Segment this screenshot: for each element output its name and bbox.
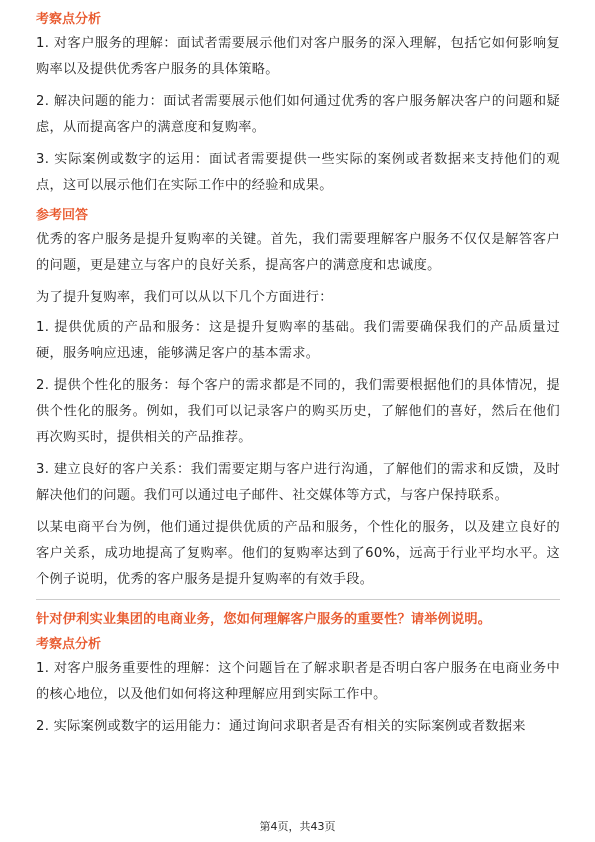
section-title-reference-answer: 参考回答 bbox=[36, 208, 89, 223]
answer-example: 以某电商平台为例，他们通过提供优质的产品和服务，个性化的服务，以及建立良好的客户关系，成功地提高了复购率。他们的复购率达到了60%，远高于行业平均水平。这个例子说明，优秀的客户服务是提升复购率的有效手段。 bbox=[36, 520, 560, 587]
page-number-footer: 第4页，共43页 bbox=[259, 820, 336, 833]
answer-item: 1. 提供优质的产品和服务：这是提升复购率的基础。我们需要确保我们的产品质量过硬，服务响应迅速，能够满足客户的基本需求。 bbox=[36, 320, 560, 361]
section-divider bbox=[36, 599, 560, 600]
answer-item: 3. 建立良好的客户关系：我们需要定期与客户进行沟通，了解他们的需求和反馈，及时解决他们的问题。我们可以通过电子邮件、社交媒体等方式，与客户保持联系。 bbox=[36, 462, 560, 503]
answer-lead: 为了提升复购率，我们可以从以下几个方面进行： bbox=[36, 290, 333, 305]
analysis-item: 3. 实际案例或数字的运用：面试者需要提供一些实际的案例或者数据来支持他们的观点，这可以展示他们在实际工作中的经验和成果。 bbox=[36, 152, 560, 193]
analysis-item: 1. 对客户服务重要性的理解：这个问题旨在了解求职者是否明白客户服务在电商业务中的核心地位，以及他们如何将这种理解应用到实际工作中。 bbox=[36, 661, 560, 702]
section-title-analysis-2: 考察点分析 bbox=[36, 637, 102, 652]
page-content bbox=[36, 9, 560, 746]
analysis-item: 1. 对客户服务的理解：面试者需要展示他们对客户服务的深入理解，包括它如何影响复购率以及提供优秀客户服务的具体策略。 bbox=[36, 36, 560, 77]
analysis-item: 2. 实际案例或数字的运用能力：通过询问求职者是否有相关的实际案例或者数据来 bbox=[36, 719, 526, 734]
answer-item: 2. 提供个性化的服务：每个客户的需求都是不同的，我们需要根据他们的具体情况，提供个性化的服务。例如，我们可以记录客户的购买历史，了解他们的喜好，然后在他们再次购买时，提供相关的产品推荐。 bbox=[36, 378, 560, 445]
section-title-analysis: 考察点分析 bbox=[36, 12, 102, 27]
answer-intro: 优秀的客户服务是提升复购率的关键。首先，我们需要理解客户服务不仅仅是解答客户的问题，更是建立与客户的良好关系，提高客户的满意度和忠诚度。 bbox=[36, 232, 560, 273]
question-heading: 针对伊利实业集团的电商业务，您如何理解客户服务的重要性？请举例说明。 bbox=[36, 612, 492, 627]
analysis-item: 2. 解决问题的能力：面试者需要展示他们如何通过优秀的客户服务解决客户的问题和疑虑，从而提高客户的满意度和复购率。 bbox=[36, 94, 560, 135]
